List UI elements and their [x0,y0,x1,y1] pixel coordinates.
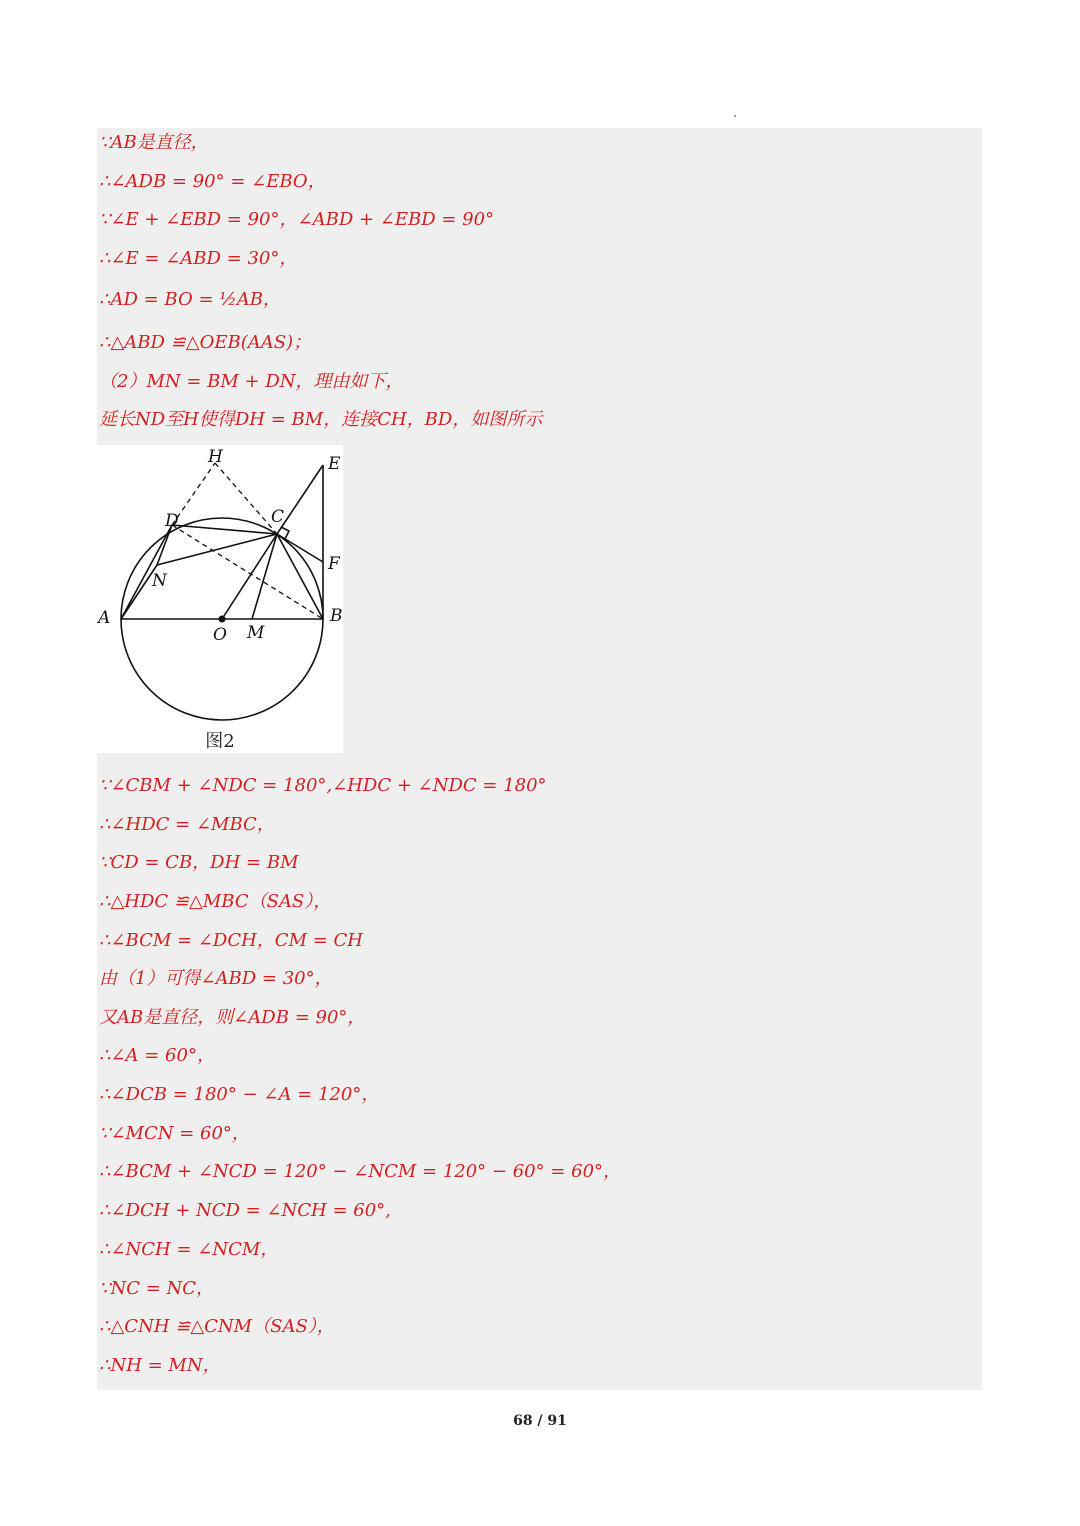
solution-line: ∴∠A = 60°， [99,1045,215,1066]
label-m: M [247,623,265,643]
solution-line: ∴NH = MN， [99,1355,221,1376]
segment-cb [277,534,323,619]
solution-line: ∵NC = NC， [99,1278,215,1299]
solution-line: ∴∠DCH + NCD = ∠NCH = 60°, [99,1200,391,1221]
solution-line: 又AB是直径，则∠ADB = 90°， [99,1007,366,1028]
solution-line: ∴∠BCM + ∠NCD = 120° − ∠NCM = 120° − 60° = 60°， [99,1161,622,1182]
dashed-hc [215,463,277,534]
solution-line: ∴∠DCB = 180° − ∠A = 120°， [99,1084,380,1105]
page-number: 68 / 91 [513,1413,567,1429]
solution-line: ∵AB是直径， [99,132,209,153]
geometry-figure [97,445,343,753]
label-o: O [213,625,227,645]
solution-line: ∵∠CBM + ∠NDC = 180°,∠HDC + ∠NDC = 180° [99,775,547,796]
solution-line: ∴△CNH ≌△CNM（SAS）， [99,1316,335,1337]
segment-cm [252,534,277,619]
label-c: C [271,507,285,527]
label-h: H [208,447,223,467]
label-n: N [152,571,167,591]
figure-diagram [97,445,343,727]
center-point-o [219,616,226,623]
solution-line: ∴∠NCH = ∠NCM， [99,1239,279,1260]
solution-line: ∴△ABD ≌△OEB(AAS)； [99,332,312,353]
solution-line: ∴∠HDC = ∠MBC， [99,814,275,835]
solution-line: （2）MN = BM + DN，理由如下， [99,371,404,392]
solution-line: 由（1）可得∠ABD = 30°， [99,968,333,989]
segment-dn [157,525,172,565]
solution-line: ∴∠ADB = 90° = ∠EBO， [99,171,326,192]
solution-line: ∵∠MCN = 60°， [99,1123,250,1144]
solution-line: ∴∠BCM = ∠DCH，CM = CH [99,930,364,951]
solution-line: ∴AD = BO = ½AB， [99,289,281,310]
scan-speck [734,115,736,117]
figure-caption: 图2 [205,731,235,752]
label-e: E [328,454,341,474]
dashed-db [172,525,323,619]
solution-line: ∵CD = CB，DH = BM [99,852,299,873]
label-d: D [165,511,179,531]
solution-line: ∴△HDC ≌△MBC（SAS）， [99,891,332,912]
solution-line: ∴∠E = ∠ABD = 30°， [99,248,298,269]
label-a: A [98,608,111,628]
solution-line: 延长ND至H使得DH = BM，连接CH，BD，如图所示 [99,409,543,430]
label-b: B [330,606,343,626]
label-f: F [328,554,340,574]
solution-line: ∵∠E + ∠EBD = 90°，∠ABD + ∠EBD = 90° [99,209,495,230]
